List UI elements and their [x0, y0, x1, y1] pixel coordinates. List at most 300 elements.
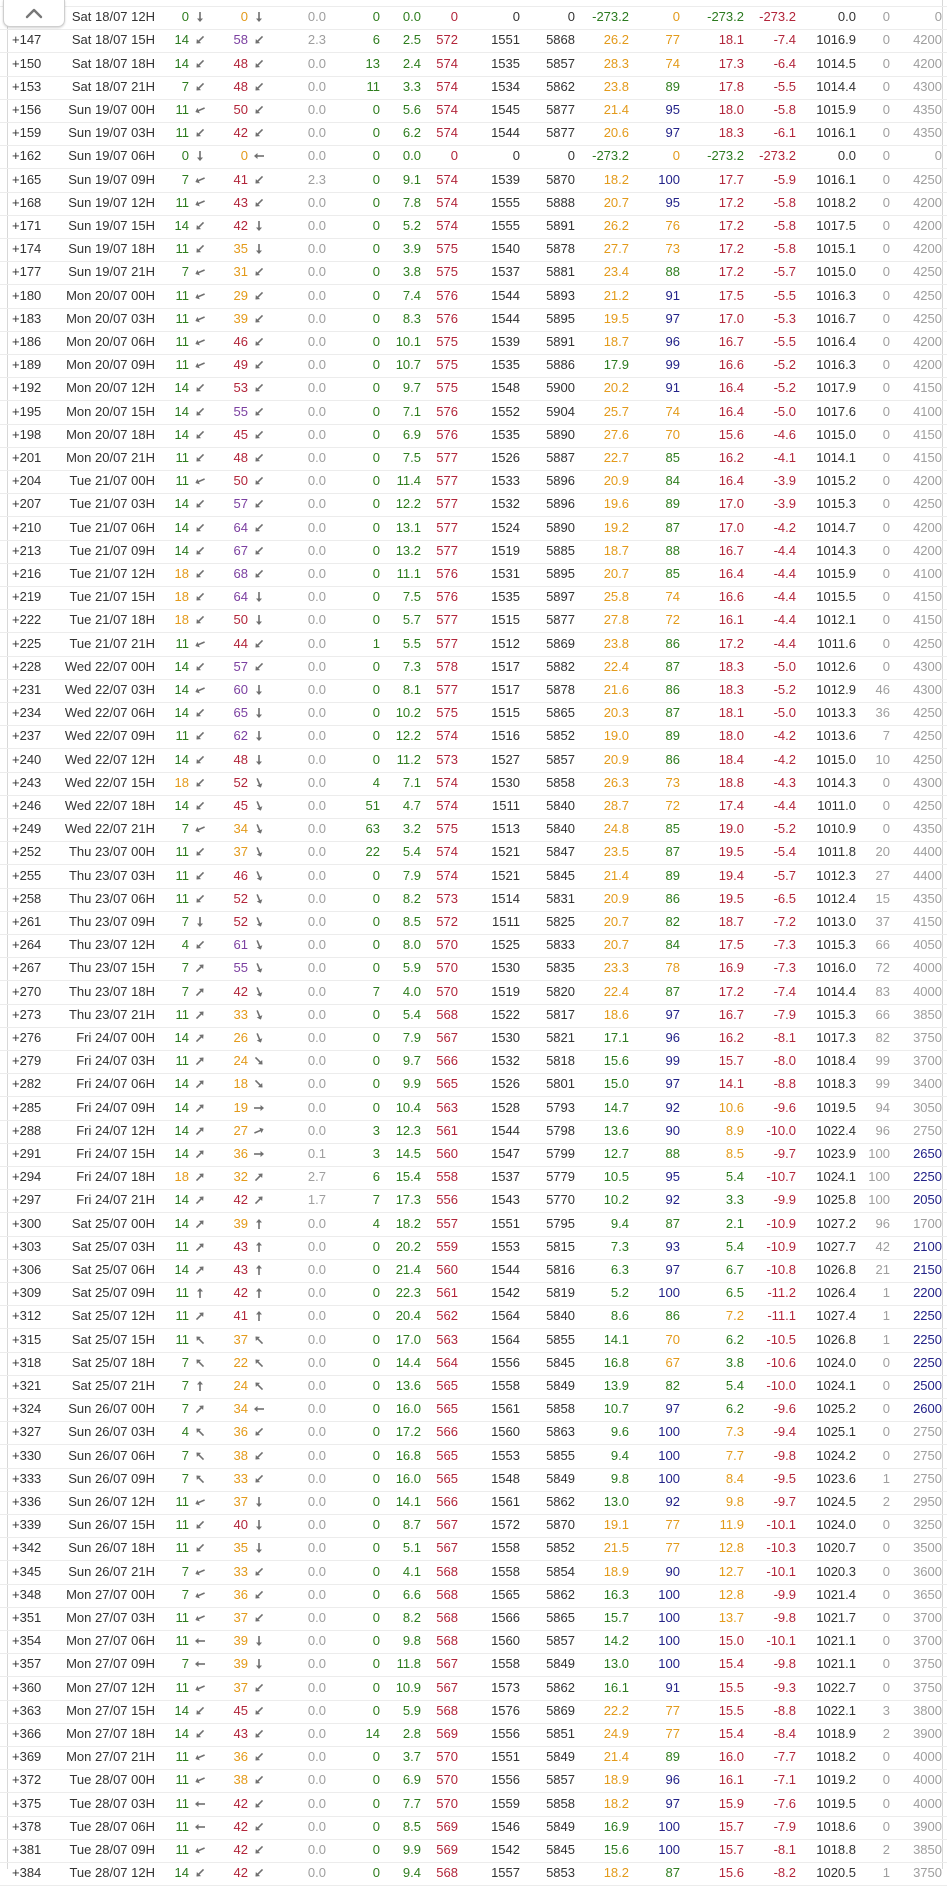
hgt500a-cell: 1559: [491, 1795, 520, 1811]
wind-direction-arrow-icon: [194, 707, 206, 719]
gust-direction-arrow-icon: [253, 1218, 265, 1230]
hgt500a-cell: 1557: [491, 1865, 520, 1881]
wind-direction-arrow-icon: [194, 638, 206, 650]
gust-direction-arrow-icon: [253, 638, 265, 650]
hgt500a-cell: 1524: [491, 519, 520, 535]
hour-cell: +357: [12, 1656, 42, 1672]
wind-direction-arrow-icon: [194, 1078, 206, 1090]
wind-direction-arrow-icon: [194, 1705, 206, 1717]
hgt500a-cell: 1532: [491, 1053, 520, 1069]
hgt500-cell: 5886: [546, 357, 575, 373]
t500-cell: -5.3: [773, 310, 796, 326]
wind-speed-cell: 14: [174, 1030, 189, 1045]
cloud-cell: 0: [372, 890, 380, 906]
gust-cell: 40: [233, 1517, 248, 1533]
hgt850-cell: 575: [436, 241, 458, 257]
cloud-base-cell: 4150: [913, 589, 942, 605]
humidity-cell: 85: [665, 450, 680, 465]
t500-cell: -5.0: [773, 403, 796, 419]
hgt500a-cell: 1553: [491, 1238, 520, 1254]
t850-cell: 19.4: [718, 867, 744, 883]
cloud-base-cell: 4000: [913, 1795, 942, 1811]
hgt500a-cell: 1532: [491, 496, 520, 512]
hgt500a-cell: 1546: [491, 1818, 520, 1834]
rain-cell: 0.0: [307, 1099, 326, 1115]
humidity-cell: 91: [665, 380, 680, 396]
temperature-cell: 24.9: [603, 1726, 629, 1741]
t850-cell: 16.6: [718, 357, 744, 373]
hgt850-cell: 565: [436, 1470, 458, 1486]
hgt500-cell: 5833: [546, 937, 575, 953]
t500-cell: -5.5: [773, 78, 796, 94]
rain-cell: 0.0: [307, 1517, 326, 1533]
rain-cell: 0.0: [307, 1030, 326, 1045]
forecast-row: [0, 1584, 947, 1608]
freezing-cell: 2.5: [402, 32, 421, 48]
humidity-cell: 86: [665, 682, 680, 697]
rain-cell: 0.0: [307, 1447, 326, 1463]
wind-speed-cell: 14: [174, 705, 189, 721]
rain-cell: 0.0: [307, 218, 326, 233]
hgt500a-cell: 1537: [491, 1169, 520, 1185]
pressure-cell: 1015.5: [816, 589, 856, 605]
forecast-row: [0, 1491, 947, 1515]
t850-cell: 15.6: [718, 426, 744, 442]
hour-cell: +156: [12, 102, 42, 117]
wind-direction-arrow-icon: [194, 1821, 206, 1833]
t500-cell: -5.5: [773, 334, 796, 349]
date-cell: Mon 20/07 00H: [66, 287, 155, 303]
cloud-cell: 0: [372, 566, 380, 581]
gust-direction-arrow-icon: [253, 545, 265, 557]
hour-cell: +201: [12, 450, 42, 465]
hgt500-cell: [535, 0, 575, 5]
wind-speed-cell: 11: [175, 890, 189, 906]
gust-cell: 27: [233, 1122, 248, 1138]
cloud-cell: 7: [372, 983, 380, 999]
forecast-row: [0, 1421, 947, 1445]
cloud-base-cell: 4350: [913, 125, 942, 141]
forecast-row: [0, 145, 947, 169]
hgt500a-cell: 1565: [491, 1586, 520, 1602]
wind-direction-arrow-icon: [194, 939, 206, 951]
storm-risk-cell: 0: [882, 450, 890, 465]
forecast-row: [0, 1700, 947, 1724]
hgt850-cell: 574: [436, 798, 458, 813]
freezing-cell: 7.3: [402, 658, 421, 674]
temperature-cell: 26.2: [603, 218, 629, 233]
t500-cell: -273.2: [759, 148, 796, 164]
hour-cell: +291: [12, 1146, 42, 1161]
storm-risk-cell: 1: [882, 1331, 890, 1347]
hgt500-cell: 5853: [546, 1865, 575, 1881]
wind-speed-cell: 7: [181, 1563, 189, 1579]
humidity-cell: 93: [665, 1238, 680, 1254]
cloud-base-cell: 4200: [913, 334, 942, 349]
rain-cell: 0.0: [307, 519, 326, 535]
cloud-base-cell: 2250: [913, 1331, 942, 1347]
wind-speed-cell: 7: [181, 983, 189, 999]
wind-direction-arrow-icon: [194, 1728, 206, 1740]
date-cell: Sun 19/07 15H: [68, 218, 155, 233]
temperature-cell: 20.6: [603, 125, 629, 141]
temperature-cell: 27.6: [603, 426, 629, 442]
wind-direction-arrow-icon: [194, 1148, 206, 1160]
wind-speed-cell: 7: [181, 1401, 189, 1417]
hgt500-cell: 5815: [546, 1238, 575, 1254]
storm-risk-cell: [860, 0, 890, 5]
cloud-cell: 0: [372, 218, 380, 233]
cloud-base-cell: 4400: [913, 867, 942, 883]
gust-direction-arrow-icon: [253, 313, 265, 325]
date-cell: Sun 26/07 00H: [68, 1401, 155, 1417]
cloud-cell: 1: [372, 635, 380, 651]
cloud-cell: 0: [372, 1285, 380, 1301]
rain-cell: 0.0: [307, 310, 326, 326]
cloud-base-cell: 4250: [913, 751, 942, 767]
forecast-row: [0, 215, 947, 239]
forecast-row: [0, 702, 947, 726]
t500-cell: -4.4: [773, 542, 796, 558]
date-cell: Sat 25/07 15H: [71, 1331, 155, 1347]
wind-speed-cell: 14: [174, 1099, 189, 1115]
forecast-row: [0, 656, 947, 680]
temperature-cell: 13.0: [603, 1656, 629, 1672]
wind-speed-cell: 11: [175, 844, 189, 860]
freezing-cell: 5.5: [402, 635, 421, 651]
wind-direction-arrow-icon: [194, 1566, 206, 1578]
hgt850-cell: 566: [436, 1494, 458, 1509]
wind-speed-cell: 14: [174, 1262, 189, 1277]
temperature-cell: 15.6: [603, 1842, 629, 1857]
hgt500a-cell: 1525: [491, 937, 520, 953]
t500-cell: -7.2: [773, 914, 796, 929]
temperature-cell: 21.4: [603, 102, 629, 117]
t850-cell: 17.8: [718, 78, 744, 94]
forecast-row: [0, 447, 947, 471]
forecast-row: [0, 1305, 947, 1329]
hgt850-cell: 574: [436, 78, 458, 94]
t850-cell: 17.3: [718, 55, 744, 71]
hgt500a-cell: 1572: [491, 1517, 520, 1533]
forecast-row: [0, 1468, 947, 1492]
freezing-cell: 13.2: [395, 542, 421, 558]
wind-speed-cell: 14: [174, 1076, 189, 1092]
freezing-cell: 7.5: [402, 589, 421, 605]
humidity-cell: 73: [665, 774, 680, 790]
gust-cell: 57: [233, 658, 248, 674]
storm-risk-cell: 0: [882, 589, 890, 605]
cloud-cell: 0: [372, 1238, 380, 1254]
storm-risk-cell: 1: [882, 1308, 890, 1324]
t500-cell: -4.4: [773, 635, 796, 651]
storm-risk-cell: 0: [882, 287, 890, 303]
wind-direction-arrow-icon: [194, 1844, 206, 1856]
cloud-base-cell: 3800: [913, 1702, 942, 1718]
rain-cell: 0.0: [307, 658, 326, 674]
forecast-row: [0, 354, 947, 378]
cloud-cell: 63: [365, 821, 380, 837]
forecast-row: [0, 169, 947, 193]
rain-cell: 0.0: [307, 1354, 326, 1370]
temperature-cell: 28.3: [603, 55, 629, 71]
humidity-cell: 92: [665, 1494, 680, 1509]
date-cell: Sat 25/07 21H: [71, 1378, 155, 1393]
hgt850-cell: 570: [436, 937, 458, 953]
t850-cell: 17.2: [718, 635, 744, 651]
t500-cell: -9.4: [773, 1424, 796, 1440]
freezing-cell: 11.1: [396, 566, 421, 581]
hour-cell: +273: [12, 1006, 42, 1022]
wind-speed-cell: 11: [175, 1818, 189, 1834]
gust-direction-arrow-icon: [253, 1032, 265, 1044]
gust-direction-arrow-icon: [253, 1055, 265, 1067]
hour-cell: +237: [12, 728, 42, 744]
humidity-cell: 77: [665, 32, 680, 48]
rain-cell: 0.0: [307, 1586, 326, 1602]
hour-cell: +339: [12, 1517, 42, 1533]
cloud-base-cell: 4150: [913, 426, 942, 442]
t500-cell: -7.1: [773, 1772, 796, 1788]
wind-speed-cell: 14: [174, 519, 189, 535]
forecast-row: [0, 122, 947, 146]
t500-cell: -10.6: [766, 1354, 796, 1370]
hgt500-cell: 0: [567, 148, 575, 164]
forecast-row: [0, 1213, 947, 1237]
temperature-cell: 18.2: [603, 1795, 629, 1811]
hgt500a-cell: 1530: [491, 960, 520, 976]
freezing-cell: 22.3: [395, 1285, 421, 1301]
wind-speed-cell: 11: [175, 450, 189, 465]
humidity-cell: 86: [665, 751, 680, 767]
humidity-cell: 87: [665, 658, 680, 674]
hgt850-cell: 562: [436, 1308, 458, 1324]
forecast-row: [0, 1352, 947, 1376]
pressure-cell: 1016.3: [816, 357, 856, 373]
forecast-row: [0, 1282, 947, 1306]
wind-direction-arrow-icon: [194, 1009, 206, 1021]
gust-direction-arrow-icon: [253, 104, 265, 116]
gust-cell: 42: [233, 1865, 248, 1881]
wind-speed-cell: 0: [181, 148, 189, 164]
freezing-cell: 8.5: [402, 1818, 421, 1834]
hgt500-cell: 5821: [546, 1030, 575, 1045]
hgt850-cell: 565: [436, 1378, 458, 1393]
cloud-base-cell: 4300: [913, 774, 942, 790]
hgt500-cell: 5862: [546, 78, 575, 94]
hgt500-cell: 5854: [546, 1563, 575, 1579]
wind-direction-arrow-icon: [194, 684, 206, 696]
scroll-to-top-button[interactable]: [3, 0, 65, 27]
cloud-base-cell: 4250: [913, 798, 942, 813]
cloud-base-cell: 1700: [913, 1215, 942, 1231]
date-cell: Mon 27/07 09H: [66, 1656, 155, 1672]
freezing-cell: 3.9: [402, 241, 421, 257]
temperature-cell: 21.4: [603, 867, 629, 883]
temperature-cell: 12.7: [603, 1146, 629, 1161]
t500-cell: -10.9: [766, 1238, 796, 1254]
t500-cell: -5.7: [773, 264, 796, 280]
gust-cell: 43: [233, 1726, 248, 1741]
hour-cell: +147: [12, 32, 42, 48]
storm-risk-cell: 1: [882, 1470, 890, 1486]
gust-direction-arrow-icon: [253, 498, 265, 510]
gust-cell: 24: [233, 1378, 248, 1393]
humidity-cell: 77: [665, 1726, 680, 1741]
freezing-cell: 5.1: [402, 1540, 421, 1556]
hgt500-cell: 5870: [546, 1517, 575, 1533]
gust-cell: 35: [233, 1540, 248, 1556]
pressure-cell: 1019.5: [816, 1099, 856, 1115]
hgt850-cell: 565: [436, 1076, 458, 1092]
date-cell: Sun 26/07 21H: [68, 1563, 155, 1579]
forecast-row: [0, 1050, 947, 1074]
gust-direction-arrow-icon: [253, 754, 265, 766]
temperature-cell: 18.9: [603, 1772, 629, 1788]
hgt500-cell: 5885: [546, 542, 575, 558]
hgt850-cell: 577: [436, 473, 458, 489]
gust-cell: 58: [233, 32, 248, 48]
wind-speed-cell: 14: [174, 496, 189, 512]
wind-speed-cell: 11: [175, 241, 189, 257]
hgt500-cell: 5890: [546, 426, 575, 442]
rain-cell: 0.0: [307, 1006, 326, 1022]
hgt500-cell: 5895: [546, 310, 575, 326]
t500-cell: -5.7: [773, 867, 796, 883]
hgt500a-cell: 1558: [491, 1563, 520, 1579]
hour-cell: +342: [12, 1540, 42, 1556]
hgt850-cell: 575: [436, 821, 458, 837]
t850-cell: 7.3: [725, 1424, 744, 1440]
wind-speed-cell: 14: [174, 1215, 189, 1231]
forecast-row: [0, 586, 947, 610]
hgt500a-cell: 1537: [491, 264, 520, 280]
hgt500-cell: 5877: [546, 612, 575, 628]
gust-direction-arrow-icon: [253, 1705, 265, 1717]
wind-speed-cell: 14: [174, 1146, 189, 1161]
cloud-base-cell: 3400: [913, 1076, 942, 1092]
hour-cell: +168: [12, 194, 42, 210]
hour-cell: +255: [12, 867, 42, 883]
hour-cell: +183: [12, 310, 42, 326]
humidity-cell: 97: [665, 1795, 680, 1811]
hour-cell: +150: [12, 55, 42, 71]
gust-direction-arrow-icon: [253, 661, 265, 673]
gust-direction-arrow-icon: [253, 1844, 265, 1856]
humidity-cell: 86: [665, 890, 680, 906]
pressure-cell: 1011.6: [817, 635, 856, 651]
hgt500-cell: 5888: [546, 194, 575, 210]
hgt850-cell: 570: [436, 960, 458, 976]
t500-cell: -5.2: [773, 682, 796, 697]
forecast-row: [0, 470, 947, 494]
hgt500a-cell: 1561: [491, 1401, 520, 1417]
cloud-cell: 0: [372, 1610, 380, 1625]
hour-cell: +312: [12, 1308, 42, 1324]
gust-direction-arrow-icon: [253, 475, 265, 487]
rain-cell: 0.0: [307, 1702, 326, 1718]
hour-cell: +204: [12, 473, 42, 489]
hgt500a-cell: 1531: [491, 566, 520, 581]
rain-cell: 2.3: [307, 171, 326, 187]
pressure-cell: 1015.9: [816, 102, 856, 117]
storm-risk-cell: 0: [882, 310, 890, 326]
freezing-cell: 10.7: [395, 357, 421, 373]
rain-cell: 0.0: [307, 1238, 326, 1254]
hgt850-cell: 0: [450, 9, 458, 25]
t500-cell: -5.2: [773, 357, 796, 373]
cloud-base-cell: 4200: [913, 194, 942, 210]
freezing-cell: 12.3: [395, 1122, 421, 1138]
t500-cell: -9.9: [773, 1586, 796, 1602]
cloud-base-cell: 2750: [913, 1122, 942, 1138]
hgt500-cell: 5878: [546, 682, 575, 697]
gust-direction-arrow-icon: [253, 1473, 265, 1485]
temperature-cell: 16.8: [603, 1354, 629, 1370]
wind-direction-arrow-icon: [194, 545, 206, 557]
gust-direction-arrow-icon: [253, 1635, 265, 1647]
forecast-row: [0, 1723, 947, 1747]
wind-speed-cell: 14: [174, 751, 189, 767]
cloud-cell: 0: [372, 1818, 380, 1834]
hgt500-cell: 5857: [546, 1633, 575, 1649]
hgt500a-cell: 1535: [491, 357, 520, 373]
t500-cell: -4.4: [773, 566, 796, 581]
hgt500a-cell: 1555: [491, 218, 520, 233]
hour-cell: +153: [12, 78, 42, 94]
storm-risk-cell: 0: [882, 1586, 890, 1602]
cloud-cell: 0: [372, 1540, 380, 1556]
hgt850-cell: 576: [436, 566, 458, 581]
gust-cell: 39: [233, 1633, 248, 1649]
t500-cell: -7.4: [773, 983, 796, 999]
t500-cell: -10.1: [766, 1517, 796, 1533]
rain-cell: 0.0: [307, 380, 326, 396]
pressure-cell: 1012.3: [816, 867, 856, 883]
gust-cell: 29: [233, 287, 248, 303]
forecast-row: [0, 911, 947, 935]
rain-cell: 0.0: [307, 960, 326, 976]
t500-cell: -10.1: [766, 1633, 796, 1649]
freezing-cell: 18.2: [395, 1215, 421, 1231]
t850-cell: 17.5: [718, 937, 744, 953]
pressure-cell: 1023.9: [816, 1146, 856, 1161]
hour-cell: +282: [12, 1076, 42, 1092]
t500-cell: -5.5: [773, 287, 796, 303]
cloud-cell: 0: [372, 171, 380, 187]
hgt500a-cell: 1516: [491, 728, 520, 744]
humidity-cell: 87: [665, 705, 680, 721]
forecast-row: [0, 261, 947, 285]
rain-cell: 0.0: [307, 1726, 326, 1741]
t500-cell: -3.9: [773, 473, 796, 489]
hgt850-cell: 568: [436, 1006, 458, 1022]
gust-cell: 48: [233, 751, 248, 767]
cloud-cell: 0: [372, 9, 380, 25]
hour-cell: +381: [12, 1842, 42, 1857]
pressure-cell: 1014.7: [816, 519, 856, 535]
gust-direction-arrow-icon: [253, 1357, 265, 1369]
wind-direction-arrow-icon: [194, 104, 206, 116]
cloud-base-cell: 4300: [913, 658, 942, 674]
cloud-base-cell: 4150: [913, 450, 942, 465]
cloud-base-cell: 2950: [913, 1494, 942, 1509]
pressure-cell: 1016.4: [816, 334, 856, 349]
hgt500a-cell: 1521: [491, 867, 520, 883]
freezing-cell: 7.8: [402, 194, 421, 210]
temperature-cell: 17.1: [603, 1030, 629, 1045]
wind-speed-cell: 11: [175, 1285, 189, 1301]
